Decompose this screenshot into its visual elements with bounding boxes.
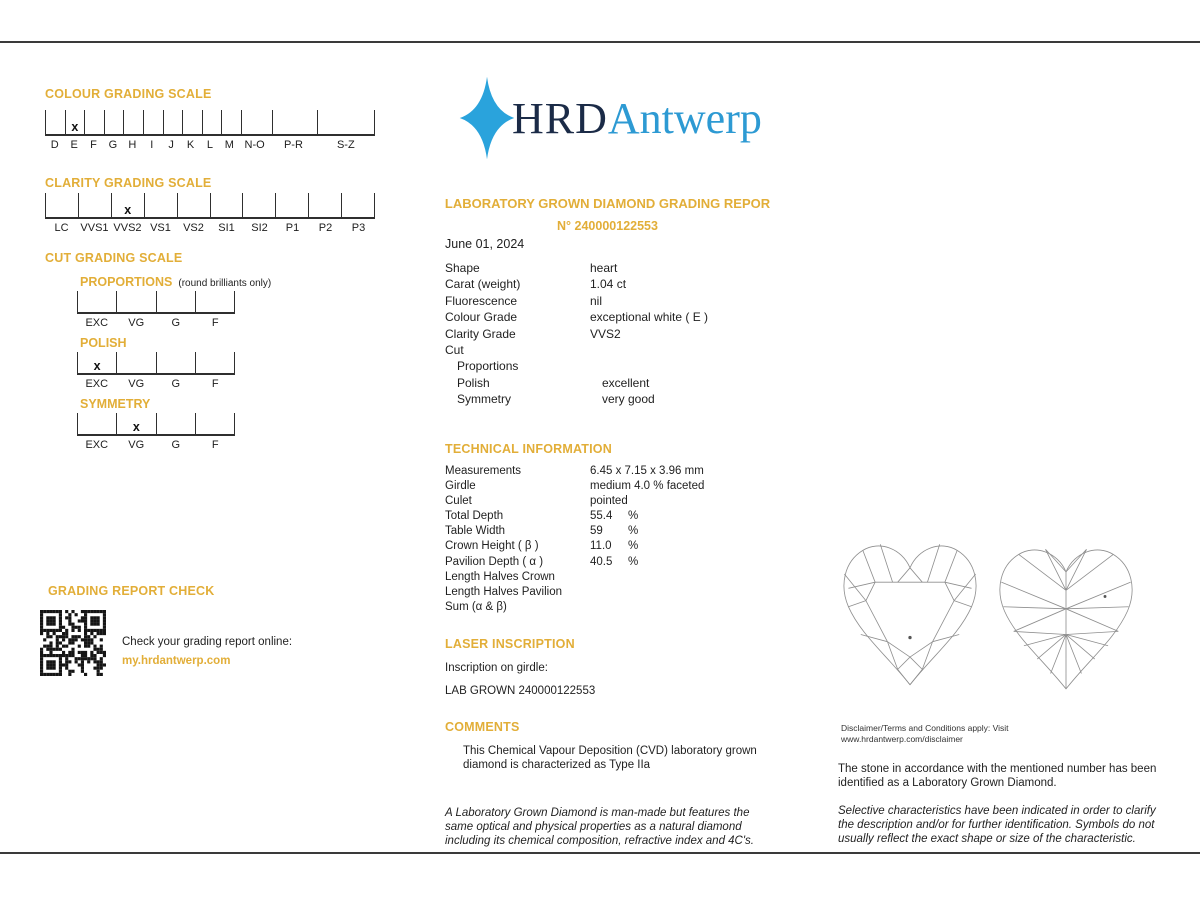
qr-code-icon (40, 610, 106, 676)
scale-tick-label: EXC (85, 317, 109, 329)
clarity-scale-title: CLARITY GRADING SCALE (45, 176, 212, 190)
row-unit: % (628, 555, 639, 568)
heart-diamond-pavilion-diagram (988, 539, 1144, 693)
scale-tick-label: P3 (351, 222, 366, 234)
scale-tick-label: E (70, 139, 78, 151)
row-value: excellent (602, 375, 650, 390)
scale-tick-label: M (224, 139, 234, 151)
scale-cell-vg (116, 291, 155, 312)
scale-cell-g (156, 291, 195, 312)
scale-cell-exc (77, 352, 116, 373)
row-unit: % (628, 540, 639, 553)
symmetry-scale (77, 413, 235, 451)
scale-tick-label: F (90, 139, 97, 151)
scale-tick-label: VS1 (150, 222, 171, 234)
row-value: exceptional white ( E ) (590, 310, 709, 325)
cut-scale-title: CUT GRADING SCALE (45, 251, 183, 265)
scale-tick-label: S-Z (336, 139, 355, 151)
scale-tick-label: VG (128, 439, 145, 451)
report-fields (445, 261, 775, 409)
row-value (590, 601, 628, 616)
scale-tick-label: J (168, 139, 174, 151)
row-label: Length Halves Pavilion (445, 585, 562, 598)
row-label: Sum (α & β) (445, 600, 507, 613)
row-label: Fluorescence (445, 293, 518, 308)
row-label: Culet (445, 495, 472, 508)
scale-cell-m (221, 110, 241, 134)
technical-rows (445, 465, 775, 616)
scale-cell-vvs1 (78, 193, 111, 217)
tech-row-crown-height (445, 540, 775, 555)
proportions-note: (round brilliants only) (178, 278, 272, 289)
scale-cell-k (182, 110, 202, 134)
grade-mark: x (71, 120, 79, 134)
scale-cell-n-o (241, 110, 272, 134)
row-label: Pavilion Depth ( α ) (445, 555, 544, 568)
scale-cell-f (195, 413, 235, 434)
diagram-disclaimer-line2: www.hrdantwerp.com/disclaimer (841, 733, 963, 744)
row-value: 6.45 x 7.15 x 3.96 mm (590, 465, 704, 477)
scale-cell-si2 (242, 193, 275, 217)
scale-cell-vg (116, 413, 155, 434)
colour-scale-title: COLOUR GRADING SCALE (45, 87, 212, 101)
laser-inscription: LAB GROWN 240000122553 (445, 685, 596, 697)
scale-ruler (45, 193, 375, 219)
footnote-text: A Laboratory Grown Diamond is man-made but features the same optical and physical properties as a natural diamond including its chemical composition, refractive index and 4C's. (445, 807, 755, 847)
row-value: pointed (590, 495, 628, 508)
hrd-antwerp-logo (458, 72, 762, 164)
field-row-carat-weight (445, 277, 775, 293)
scale-tick-label: P-R (283, 139, 303, 151)
scale-tick-label: SI1 (218, 222, 235, 234)
laser-subtitle: Inscription on girdle: (445, 662, 548, 674)
proportions-title (80, 275, 271, 289)
polish-title: POLISH (80, 336, 127, 350)
scale-tick-label: D (50, 139, 59, 151)
tech-row-measurements (445, 465, 775, 480)
report-check-title: GRADING REPORT CHECK (48, 584, 215, 598)
scale-cell-g (104, 110, 124, 134)
scale-tick-label: VG (128, 378, 145, 390)
row-label: Length Halves Crown (445, 570, 555, 583)
row-value: 40.5 (590, 555, 613, 568)
scale-cell-s-z (317, 110, 375, 134)
clarity-grading-scale (45, 193, 375, 234)
scale-tick-label: P2 (318, 222, 333, 234)
scale-cell-p3 (341, 193, 375, 217)
scale-tick-label: VVS2 (113, 222, 142, 234)
tech-row-girdle (445, 480, 775, 495)
colour-grading-scale (45, 110, 375, 151)
scale-cell-g (156, 413, 195, 434)
row-label: Carat (weight) (445, 277, 521, 292)
laser-title: LASER INSCRIPTION (445, 637, 575, 651)
row-value: heart (590, 261, 618, 275)
field-row-shape (445, 261, 775, 277)
scale-cell-e (65, 110, 85, 134)
row-value: 55.4 (590, 510, 613, 523)
scale-tick-label: H (128, 139, 137, 151)
proportions-scale (77, 291, 235, 329)
scale-cell-l (202, 110, 222, 134)
scale-tick-label: L (206, 139, 214, 151)
scale-cell-p1 (275, 193, 308, 217)
tech-row-length-halves-crown (445, 571, 775, 586)
technical-title: TECHNICAL INFORMATION (445, 442, 612, 456)
proportions-title-label: PROPORTIONS (80, 275, 173, 289)
logo-text-antwerp: Antwerp (607, 93, 762, 143)
field-row-polish (445, 376, 775, 392)
selective-text: Selective characteristics have been indicated in order to clarify the description and/or for further identification. Symbols do not usually reflect the exact shape or size of the characteristic. (838, 805, 1156, 845)
field-row-proportions (445, 359, 775, 375)
scale-cell-i (143, 110, 163, 134)
scale-tick-label: SI2 (251, 222, 268, 234)
report-date: June 01, 2024 (445, 237, 525, 251)
scale-tick-label: VG (128, 317, 145, 329)
scale-cell-exc (77, 291, 116, 312)
row-value: nil (590, 293, 603, 308)
scale-tick-label: F (211, 317, 219, 329)
scale-tick-label: G (171, 439, 181, 451)
tech-row-culet (445, 495, 775, 510)
row-label: Table Width (445, 525, 506, 538)
row-label: Cut (445, 342, 464, 357)
scale-cell-vs1 (144, 193, 177, 217)
scale-cell-f (195, 291, 235, 312)
scale-tick-label: F (211, 439, 219, 451)
diagram-disclaimer-line1: Disclaimer/Terms and Conditions apply: Visit (841, 723, 1009, 733)
tech-row-sum (445, 601, 775, 616)
tech-row-length-halves-pavilion (445, 586, 775, 601)
scale-cell-j (163, 110, 183, 134)
row-label: Measurements (445, 465, 522, 477)
scale-cell-vvs2 (111, 193, 144, 217)
comments-title: COMMENTS (445, 720, 520, 734)
top-rule (0, 41, 1200, 43)
bottom-rule (0, 852, 1200, 854)
report-check-text: Check your grading report online: (122, 636, 293, 648)
sparkle-star-icon (458, 72, 516, 164)
scale-cell-f (84, 110, 104, 134)
tech-row-table-width (445, 525, 775, 540)
scale-ruler (77, 291, 235, 314)
scale-cell-f (195, 352, 235, 373)
row-value: 11.0 (590, 540, 612, 553)
grade-mark: x (93, 359, 101, 373)
identification-text: The stone in accordance with the mentioned number has been identified as a Laboratory Grown Diamond. (838, 763, 1157, 789)
scale-tick-label: G (108, 139, 118, 151)
scale-tick-label: P1 (285, 222, 300, 234)
scale-tick-label: VVS1 (80, 222, 109, 234)
scale-cell-vs2 (177, 193, 210, 217)
field-row-symmetry (445, 392, 775, 408)
row-label: Shape (445, 261, 480, 275)
scale-cell-exc (77, 413, 116, 434)
row-unit: % (628, 525, 639, 538)
scale-cell-g (156, 352, 195, 373)
scale-cell-vg (116, 352, 155, 373)
scale-cell-p-r (272, 110, 318, 134)
scale-ruler (45, 110, 375, 136)
scale-cell-h (123, 110, 143, 134)
row-label: Clarity Grade (445, 326, 516, 341)
row-unit: % (628, 510, 639, 523)
field-row-fluorescence (445, 294, 775, 310)
row-value (590, 571, 628, 586)
scale-tick-label: VS2 (183, 222, 204, 234)
field-row-clarity-grade (445, 327, 775, 343)
report-number: N° 240000122553 (557, 219, 658, 233)
scale-cell-p2 (308, 193, 341, 217)
row-value: medium 4.0 % faceted (590, 480, 705, 493)
scale-cell-d (45, 110, 65, 134)
grade-mark: x (124, 203, 132, 217)
scale-tick-label: EXC (85, 439, 109, 451)
scale-cell-si1 (210, 193, 243, 217)
row-value (590, 586, 628, 601)
diagram-disclaimer (841, 723, 1009, 744)
scale-tick-label: I (150, 139, 154, 151)
polish-scale (77, 352, 235, 390)
scale-tick-label: K (186, 139, 195, 151)
row-value: VVS2 (590, 326, 621, 341)
row-value: 59 (590, 525, 603, 538)
field-row-colour-grade (445, 310, 775, 326)
tech-row-pavilion-depth (445, 556, 775, 571)
field-row-cut (445, 343, 775, 359)
row-label: Crown Height ( β ) (445, 540, 539, 553)
symmetry-title: SYMMETRY (80, 397, 151, 411)
scale-tick-label: G (171, 317, 181, 329)
scale-tick-label: G (171, 378, 181, 390)
report-title: LABORATORY GROWN DIAMOND GRADING REPOR (444, 196, 771, 211)
report-check-url[interactable]: my.hrdantwerp.com (122, 655, 231, 667)
row-label: Total Depth (445, 510, 504, 523)
grade-mark: x (132, 420, 140, 434)
scale-ruler (77, 352, 235, 375)
scale-tick-label: F (211, 378, 219, 390)
comments-text: This Chemical Vapour Deposition (CVD) laboratory grown diamond is characterized as Type IIa (463, 745, 757, 771)
logo-text-hrd: HRD (512, 93, 608, 143)
row-label: Proportions (457, 359, 519, 374)
scale-tick-label: N-O (244, 139, 265, 151)
scale-ruler (77, 413, 235, 436)
scale-tick-label: EXC (85, 378, 109, 390)
row-label: Symmetry (457, 392, 511, 407)
scale-cell-lc (45, 193, 78, 217)
row-label: Polish (457, 375, 490, 390)
row-value: very good (602, 392, 655, 407)
row-label: Colour Grade (445, 310, 518, 325)
row-value: 1.04 ct (590, 277, 627, 292)
row-label: Girdle (445, 480, 476, 493)
scale-tick-label: LC (54, 222, 69, 234)
heart-diamond-crown-diagram (833, 535, 987, 695)
tech-row-total-depth (445, 510, 775, 525)
